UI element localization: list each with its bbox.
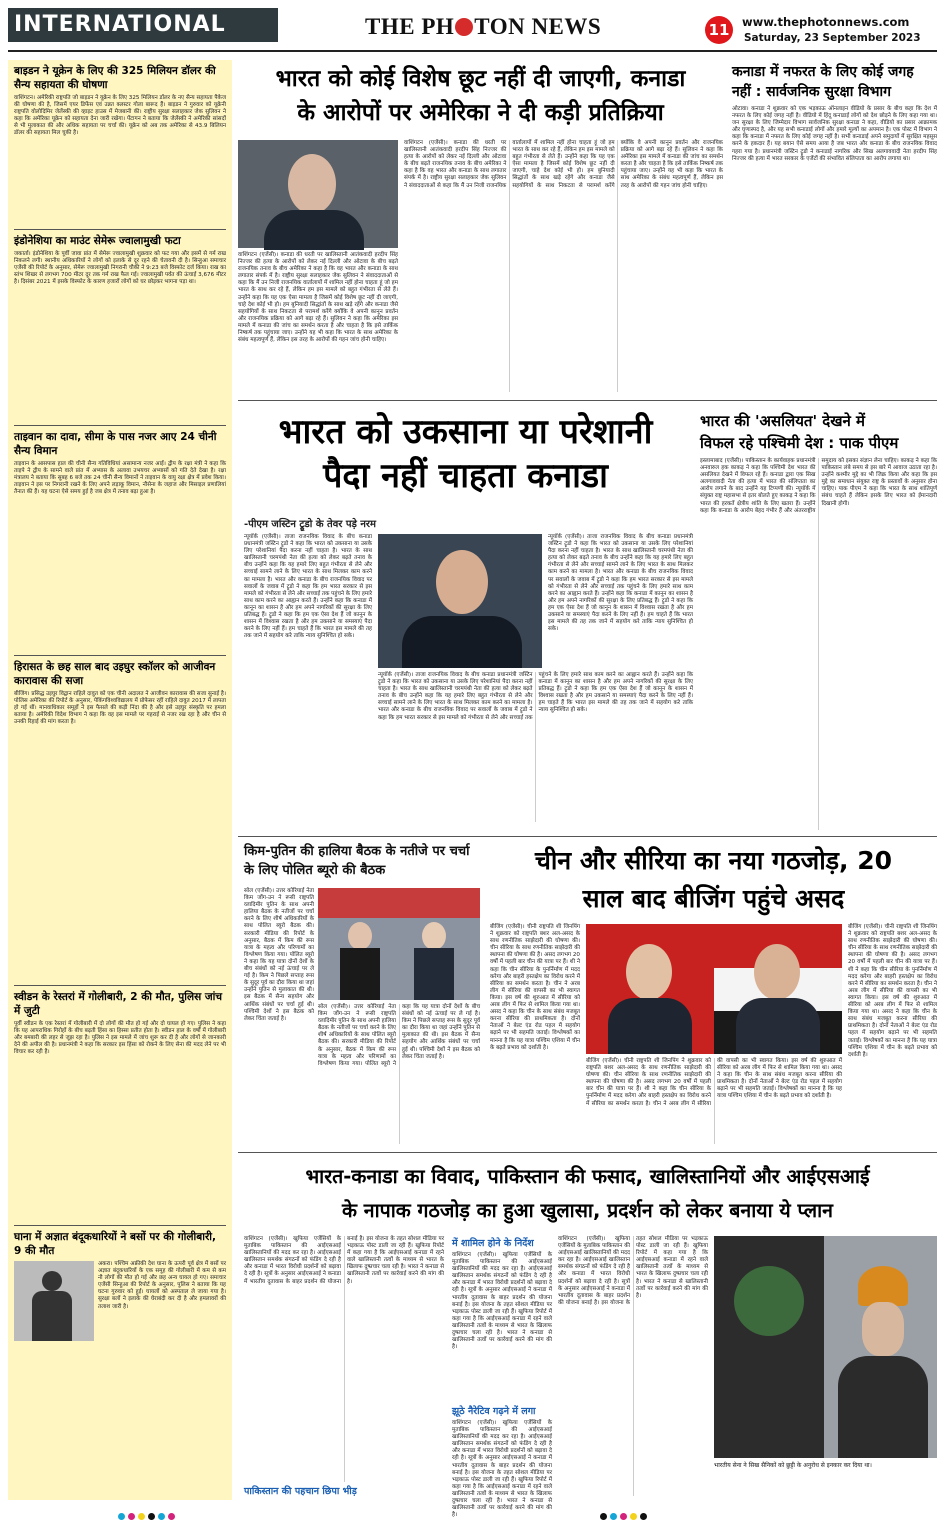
trudeau-body: न्यूयॉर्क (एजेंसी)। ताजा राजनयिक विवाद के बीच कनाडा प्रधानमंत्री जस्टिन ट्रूडो ने कहा कि भारत को उकसाना या उसके लिए परेशानियां पैदा करना नहीं चाहता है। भारत के साथ खालिस्तानी चरमपंथी नेता की हत्या को लेकर बढ़ते तनाव के बीच उन्होंने कहा कि यह हमारे लिए बहुत गंभीरता से लेने और सच्चाई सामने लाने के लिए भारत के साथ मिलकर काम करने का मामला है। भारत और कनाडा के बीच राजनयिक विवाद पर सवालों के जवाब में ट्रूडो ने कहा कि हम भारत सरकार से इस मामले को गंभीरता से लेने और सच्चाई तक पहुंचने के लिए हमारे साथ काम करने का आह्वान करते हैं। उन्होंने कहा कि कनाडा में कानून का शासन है और हम अपने नागरिकों की सुरक्षा के लिए प्रतिबद्ध हैं। ट्रूडो ने कहा कि हम एक ऐसा देश हैं जो कानून के शासन में विश्वास रखता है और हम उकसाने या समस्याएं पैदा करने के लिए नहीं हैं। हम चाहते हैं कि भारत इस मामले की तह तक जाने में सहयोग करे ताकि न्याय सुनिश्चित हो सके।: [244, 534, 372, 640]
website[interactable]: www.thephotonnews.com: [742, 15, 910, 29]
divider: [14, 1225, 226, 1226]
brief-1-headline: बाइडन ने यूक्रेन के लिए की 325 मिलियन डॉलर की सैन्य सहायता की घोषणा: [14, 65, 216, 91]
yellow-dot: [630, 1513, 637, 1520]
trudeau-body-cont2: न्यूयॉर्क (एजेंसी)। ताजा राजनयिक विवाद के बीच कनाडा प्रधानमंत्री जस्टिन ट्रूडो ने कहा कि भारत को उकसाना या उसके लिए परेशानियां पैदा करना नहीं चाहता है। भारत के साथ खालिस्तानी चरमपंथी नेता की हत्या को लेकर बढ़ते तनाव के बीच उन्होंने कहा कि यह हमारे लिए बहुत गंभीरता से लेने और सच्चाई सामने लाने के लिए भारत के साथ मिलकर काम करने का मामला है। भारत और कनाडा के बीच राजनयिक विवाद पर सवालों के जवाब में ट्रूडो ने कहा कि हम भारत सरकार से इस मामले को गंभीरता से लेने और सच्चाई तक पहुंचने के लिए हमारे साथ काम करने का आह्वान करते हैं। उन्होंने कहा कि कनाडा में कानून का शासन है और हम अपने नागरिकों की सुरक्षा के लिए प्रतिबद्ध हैं। ट्रूडो ने कहा कि हम एक ऐसा देश हैं जो कानून के शासन में विश्वास रखता है और हम उकसाने या समस्याएं पैदा करने के लिए नहीं हैं। हम चाहते हैं कि भारत इस मामले की तह तक जाने में सहयोग करे ताकि न्याय सुनिश्चित हो सके।: [548, 534, 693, 633]
canada-hate-body: ओटावा। कनाडा ने शुक्रवार को एक भड़काऊ ऑनलाइन वीडियो के प्रसार के बीच कहा कि देश में नफरत के लिए कोई जगह नहीं है। वीडियो में हिंदू कनाडाई लोगों को देश छोड़ने के लिए कहा गया था। जन सुरक्षा के लिए जिम्मेदार विभाग सार्वजनिक सुरक्षा कनाडा ने कहा, वीडियो का प्रसार आक्रामक और घृणास्पद है, और यह सभी कनाडाई लोगों और हमारे मूल्यों का अपमान है। एक पोस्ट में विभाग ने कहा कि कनाडा में नफरत के लिए कोई जगह नहीं है। सभी कनाडाई अपने समुदायों में सुरक्षित महसूस करने के हकदार हैं। यह बयान ऐसे समय आया है जब भारत और कनाडा के बीच राजनयिक विवाद गहरा गया है। प्रधानमंत्री जस्टिन ट्रूडो ने कनाडाई नागरिक और सिख अलगाववादी नेता हरदीप सिंह निज्जर की हत्या में भारत सरकार के एजेंटों की संभावित संलिप्तता का आरोप लगाया था।: [732, 106, 937, 162]
lead-headline: [238, 62, 723, 130]
lead-headline-line1: भारत को कोई विशेष छूट नहीं दी जाएगी, कनाडा: [275, 66, 686, 92]
brief-3-headline: ताइवान का दावा, सीमा के पास नजर आए 24 चीनी सैन्य विमान: [14, 431, 217, 457]
bottom-headline-line2: के नापाक गठजोड़ का हुआ खुलासा, प्रदर्शन को लेकर बनाया ये प्लान: [342, 1199, 833, 1222]
divider: [14, 985, 226, 986]
brief-4-headline: हिरासत के छह साल बाद उइघुर स्कॉलर को आजीवन कारावास की सजा: [14, 661, 216, 687]
magenta-dot: [168, 1513, 175, 1520]
black-dot: [600, 1513, 607, 1520]
sullivan-photo: [238, 140, 398, 248]
china-syria-body-cont2: बीजिंग (एजेंसी)। चीनी राष्ट्रपति शी जिनपिंग ने शुक्रवार को राष्ट्रपति बशर अल-असद के साथ रणनीतिक साझेदारी की घोषणा की। चीन सीरिया के साथ रणनीतिक साझेदारी की स्थापना की घोषणा की है। असद लगभग 20 वर्षों में पहली बार चीन की यात्रा पर हैं। शी ने कहा कि चीन सीरिया के पुनर्निर्माण में मदद करेगा और बाहरी हस्तक्षेप का विरोध करने में सीरिया का समर्थन करता है। चीन ने अरब लीग में सीरिया की वापसी का भी स्वागत किया। इस वर्ष की शुरुआत में सीरिया को अरब लीग में फिर से शामिल किया गया था। असद ने कहा कि चीन के साथ संबंध मजबूत करना सीरिया की प्राथमिकता है। दोनों नेताओं ने बेल्ट एंड रोड पहल में सहयोग बढ़ाने पर भी सहमति जताई। विश्लेषकों का मानना है कि यह यात्रा पश्चिम एशिया में चीन के बढ़ते प्रभाव को दर्शाती है।: [848, 924, 937, 1058]
canada-hate-story: [732, 62, 937, 392]
xi-assad-photo: [586, 924, 842, 1054]
bottom-body-cont2: वाशिंगटन (एजेंसी)। खुफिया एजेंसियों के मुताबिक पाकिस्तान की आईएसआई खालिस्तानियों की मदद कर रहा है। आईएसआई खालिस्तान समर्थक संगठनों को फंडिंग दे रही है और कनाडा में भारत विरोधी प्रदर्शनों को बढ़ावा दे रही है। सूत्रों के अनुसार आईएसआई ने कनाडा में भारतीय दूतावास के बाहर प्रदर्शन की योजना बनाई है। इस योजना के तहत सोशल मीडिया पर भड़काऊ पोस्ट डाली जा रही हैं। खुफिया रिपोर्ट में कहा गया है कि आईएसआई कनाडा में रहने वाले खालिस्तानी तत्वों के माध्यम से भारत के खिलाफ दुष्प्रचार चला रही है। भारत ने कनाडा से खालिस्तानी तत्वों पर कार्रवाई करने की मांग की है।: [452, 1420, 552, 1519]
brief-6-body: अकरा। पश्चिम अफ्रीकी देश घाना के ऊपरी पूर्व क्षेत्र में बसों पर अज्ञात बंदूकधारियों के एक समूह की गोलीबारी में कम से कम नौ लोगों की मौत हो गई और छह अन्य घायल हो गए। समाचार एजेंसी सिन्हुआ की रिपोर्ट के अनुसार, पुलिस ने बताया कि यह घटना गुरुवार को हुई। घायलों को अस्पताल ले जाया गया है। सुरक्षा बलों ने इलाके की घेराबंदी कर दी है और हमलावरों की तलाश जारी है।: [98, 1261, 226, 1310]
divider: [238, 1152, 937, 1153]
left-column: [8, 60, 232, 1500]
kim-putin-body: सोल (एजेंसी)। उत्तर कोरियाई नेता किम जोंग-उन ने रूसी राष्ट्रपति व्लादिमीर पुतिन के साथ अपनी हालिया बैठक के नतीजों पर चर्चा करने के लिए शीर्ष अधिकारियों के साथ पोलित ब्यूरो बैठक की। सरकारी मीडिया की रिपोर्ट के अनुसार, बैठक में किम की रूस यात्रा के महत्व और परिणामों का विश्लेषण किया गया। पोलित ब्यूरो ने कहा कि यह यात्रा दोनों देशों के बीच संबंधों को नई ऊंचाई पर ले गई है। किम ने पिछले सप्ताह रूस के सुदूर पूर्व का दौरा किया था जहां उन्होंने पुतिन से मुलाकात की थी। इस बैठक में सैन्य सहयोग और आर्थिक संबंधों पर चर्चा हुई थी। पश्चिमी देशों ने इस बैठक को लेकर चिंता जताई है।: [244, 888, 315, 1022]
brief-6-headline: घाना में अज्ञात बंदूकधारियों ने बसों पर की गोलीबारी, 9 की मौत: [14, 1231, 216, 1257]
pakistan-headline-line2: विफल रहे पश्चिमी देश : पाक पीएम: [700, 434, 899, 452]
divider: [238, 836, 937, 837]
trudeau-headline-line2: पैदा नहीं चाहता कनाडा: [323, 456, 608, 496]
trudeau-headline: [238, 410, 693, 498]
photo-caption: भारतीय सेना ने सिख सैनिकों को छुट्टी के अनुरोध से इनकार कर दिया था।: [714, 1462, 872, 1469]
cyan-dot: [158, 1513, 165, 1520]
bottom-subhead-1: में शामिल होने के निर्देश: [452, 1238, 534, 1249]
brief-2-body: जकार्ता। इंडोनेशिया के पूर्वी जावा प्रांत में सेमेरू ज्वालामुखी शुक्रवार को फट गया और इसमें से गर्म राख निकलने लगी। स्थानीय अधिकारियों ने लोगों को इलाके से दूर रहने की चेतावनी दी है। सिन्हुआ समाचार एजेंसी की रिपोर्ट के अनुसार, सेमेरू ज्वालामुखी निगरानी चौकी ने 9:23 बजे विस्फोट दर्ज किया। राख का स्तंभ शिखर से लगभग 700 मीटर दूर तक गर्म राख फैल गई। ज्वालामुखी पर्वत की ऊंचाई 3,676 मीटर है। दिसंबर 2021 में इसके विस्फोट के कारण हजारों लोगों को घर छोड़कर भागना पड़ा था।: [14, 251, 226, 286]
color-registration-marks: [118, 1505, 178, 1524]
bottom-body-cont3: वाशिंगटन (एजेंसी)। खुफिया एजेंसियों के मुताबिक पाकिस्तान की आईएसआई खालिस्तानियों की मदद कर रहा है। आईएसआई खालिस्तान समर्थक संगठनों को फंडिंग दे रही है और कनाडा में भारत विरोधी प्रदर्शनों को बढ़ावा दे रही है। सूत्रों के अनुसार आईएसआई ने कनाडा में भारतीय दूतावास के बाहर प्रदर्शन की योजना बनाई है। इस योजना के तहत सोशल मीडिया पर भड़काऊ पोस्ट डाली जा रही हैं। खुफिया रिपोर्ट में कहा गया है कि आईएसआई कनाडा में रहने वाले खालिस्तानी तत्वों के माध्यम से भारत के खिलाफ दुष्प्रचार चला रही है। भारत ने कनाडा से खालिस्तानी तत्वों पर कार्रवाई करने की मांग की है।: [558, 1236, 708, 1306]
trudeau-headline-line1: भारत को उकसाना या परेशानी: [278, 412, 653, 452]
brief-1-body: वाशिंगटन। अमेरिकी राष्ट्रपति जो बाइडन ने यूक्रेन के लिए 325 मिलियन डॉलर के नए सैन्य सहायता पैकेज की घोषणा की है, जिसमें एयर डिफेंस एवं उन्नत क्लस्टर गोला बारूद हैं। बाइडन ने गुरुवार को यूक्रेनी राष्ट्रपति वोलोदिमिर जेलेंस्की की व्हाइट हाउस में मेजबानी की। राष्ट्रीय सुरक्षा सलाहकार जेक सुलिवन ने कहा कि अमेरिका यूक्रेन को सहायता देना जारी रखेगा। पेंटागन ने बताया कि जेलेंस्की ने अमेरिकी सांसदों से भी मुलाकात की और अधिक सहायता पर चर्चा की। यूक्रेन को अब तक अमेरिका से 43.9 बिलियन डॉलर की सहायता मिल चुकी है।: [14, 95, 226, 137]
brief-5-body: पूर्वी स्वीडन के एक रेस्तरां में गोलीबारी में दो लोगों की मौत हो गई और दो घायल हो गए। पुलिस ने कहा कि यह आपराधिक गिरोहों के बीच बढ़ती हिंसा का हिस्सा प्रतीत होता है। स्वीडन हाल के वर्षों में गोलीबारी और बमबारी की लहर से जूझ रहा है। पुलिस ने इस मामले में जांच शुरू कर दी है और लोगों से जानकारी देने की अपील की है। प्रधानमंत्री ने कहा कि सरकार इस हिंसा को रोकने के लिए सेना की मदद लेने पर भी विचार कर रही है।: [14, 1021, 226, 1056]
divider: [14, 655, 226, 656]
paper-name-right: TON NEWS: [474, 14, 602, 39]
brief-4-body: बीजिंग। प्रसिद्ध उइघुर विद्वान राहिले दावुत को एक चीनी अदालत ने आजीवन कारावास की सजा सुनाई है। पोलिस अमेरिका की रिपोर्ट के अनुसार, पेकिंगविश्वविद्यालय में प्रोफेसर रहीं राहिले दावुत 2017 में लापता हो गई थीं। मानवाधिकार समूहों ने इस फैसले की कड़ी निंदा की है और इसे उइघुर संस्कृति पर हमला बताया है। अमेरिकी विदेश विभाग ने कहा कि वह इस मामले पर गहराई से नजर रख रहा है और चीन से उनकी रिहाई की मांग करता है।: [14, 691, 226, 726]
cyan-dot: [118, 1513, 125, 1520]
trudeau-photo: [378, 534, 542, 668]
brief-2-headline: इंडोनेशिया का माउंट सेमेरू ज्वालामुखी फटा: [14, 235, 181, 247]
section-label: INTERNATIONAL: [8, 8, 278, 42]
cyan-dot: [610, 1513, 617, 1520]
paper-name-left: THE PH: [365, 14, 455, 39]
issue-date: Saturday, 23 September 2023: [744, 32, 921, 44]
china-syria-headline: [490, 842, 937, 918]
black-dot: [640, 1513, 647, 1520]
kim-putin-headline: किम-पुतिन की हालिया बैठक के नतीजे पर चर्चा के लिए पोलित ब्यूरो की बैठक: [244, 844, 470, 878]
magenta-dot: [128, 1513, 135, 1520]
brief-3-body: ताइवान के आसपास हाल की चीनी सैन्य गतिविधियां असामान्य नजर आईं। द्वीप के रक्षा मंत्री ने कहा कि ताइपे ने द्वीप के सामने वाले प्रांत में अभ्यास के अलावा उभयचर अभ्यासों को गति देते देखा है। रक्षा मंत्रालय ने बताया कि सुबह 6 बजे तक 24 चीनी सैन्य विमानों ने ताइवान के वायु रक्षा क्षेत्र में प्रवेश किया। ताइवान ने इस पर निगरानी रखने के लिए अपने लड़ाकू विमान, नौसेना के जहाज और मिसाइल प्रणालियां तैनात की हैं। यह घटना ऐसे समय हुई है जब क्षेत्र में तनाव बढ़ा हुआ है।: [14, 461, 226, 496]
gunmen-photo: [14, 1261, 94, 1341]
bottom-subhead-3: पाकिस्तान की पहचान छिपा भीड़: [244, 1486, 357, 1497]
logo-o-icon: [455, 18, 473, 36]
divider: [14, 229, 226, 230]
color-registration-marks: [600, 1505, 650, 1524]
kim-putin-photo: [318, 888, 480, 1000]
pakistan-headline: [700, 410, 937, 454]
trudeau-body-cont: न्यूयॉर्क (एजेंसी)। ताजा राजनयिक विवाद के बीच कनाडा प्रधानमंत्री जस्टिन ट्रूडो ने कहा कि भारत को उकसाना या उसके लिए परेशानियां पैदा करना नहीं चाहता है। भारत के साथ खालिस्तानी चरमपंथी नेता की हत्या को लेकर बढ़ते तनाव के बीच उन्होंने कहा कि यह हमारे लिए बहुत गंभीरता से लेने और सच्चाई सामने लाने के लिए भारत के साथ मिलकर काम करने का मामला है। भारत और कनाडा के बीच राजनयिक विवाद पर सवालों के जवाब में ट्रूडो ने कहा कि हम भारत सरकार से इस मामले को गंभीरता से लेने और सच्चाई तक पहुंचने के लिए हमारे साथ काम करने का आह्वान करते हैं। उन्होंने कहा कि कनाडा में कानून का शासन है और हम अपने नागरिकों की सुरक्षा के लिए प्रतिबद्ध हैं। ट्रूडो ने कहा कि हम एक ऐसा देश हैं जो कानून के शासन में विश्वास रखता है और हम उकसाने या समस्याएं पैदा करने के लिए नहीं हैं। हम चाहते हैं कि भारत इस मामले की तह तक जाने में सहयोग करे ताकि न्याय सुनिश्चित हो सके।: [378, 672, 693, 721]
canada-hate-headline: कनाडा में नफरत के लिए कोई जगह नहीं : सार्वजनिक सुरक्षा विभाग: [732, 64, 914, 100]
black-dot: [148, 1513, 155, 1520]
isi-khalistan-photo: [714, 1236, 937, 1458]
page-number: 11: [705, 16, 733, 44]
divider: [238, 400, 937, 401]
divider: [14, 425, 226, 426]
trudeau-subhead: -पीएम जस्टिन ट्रूडो के तेवर पड़े नरम: [244, 519, 376, 530]
china-syria-headline-line1: चीन और सीरिया का नया गठजोड़, 20: [534, 846, 893, 875]
lead-body-cont: वाशिंगटन (एजेंसी)। कनाडा की धरती पर खालिस्तानी आतंकवादी हरदीप सिंह निज्जर की हत्या के आरोपों को लेकर नई दिल्ली और ओटावा के बीच बढ़ते राजनयिक तनाव के बीच अमेरिका ने कहा है कि वह भारत और कनाडा के साथ लगातार संपर्क में है। राष्ट्रीय सुरक्षा सलाहकार जेक सुलिवन ने संवाददाताओं से कहा कि मैं उन निजी राजनयिक वार्तालापों में शामिल नहीं होना चाहता हूं जो हम भारत के साथ कर रहे हैं, लेकिन हम इस मामले को बहुत गंभीरता से लेते हैं। उन्होंने कहा कि यह एक ऐसा मामला है जिसमें कोई विशेष छूट नहीं दी जाएगी, चाहे देश कोई भी हो। हम बुनियादी सिद्धांतों के साथ खड़े रहेंगे और कनाडा जैसे सहयोगियों के साथ निकटता से परामर्श करेंगे क्योंकि वे अपनी कानून प्रवर्तन और राजनयिक प्रक्रिया को आगे बढ़ा रहे हैं। सुलिवन ने कहा कि अमेरिका इस मामले में कनाडा की जांच का समर्थन करता है और चाहता है कि इसे तार्किक निष्कर्ष तक पहुंचाया जाए। उन्होंने यह भी कहा कि भारत के साथ अमेरिका के संबंध महत्वपूर्ण हैं, लेकिन इस तरह के आरोपों की गहन जांच होनी चाहिए।: [404, 140, 723, 189]
magenta-dot: [620, 1513, 627, 1520]
paper-name: [365, 14, 601, 40]
bottom-body: वाशिंगटन (एजेंसी)। खुफिया एजेंसियों के मुताबिक पाकिस्तान की आईएसआई खालिस्तानियों की मदद कर रहा है। आईएसआई खालिस्तान समर्थक संगठनों को फंडिंग दे रही है और कनाडा में भारत विरोधी प्रदर्शनों को बढ़ावा दे रही है। सूत्रों के अनुसार आईएसआई ने कनाडा में भारतीय दूतावास के बाहर प्रदर्शन की योजना बनाई है। इस योजना के तहत सोशल मीडिया पर भड़काऊ पोस्ट डाली जा रही हैं। खुफिया रिपोर्ट में कहा गया है कि आईएसआई कनाडा में रहने वाले खालिस्तानी तत्वों के माध्यम से भारत के खिलाफ दुष्प्रचार चला रही है। भारत ने कनाडा से खालिस्तानी तत्वों पर कार्रवाई करने की मांग की है।: [244, 1236, 444, 1285]
bottom-headline-line1: भारत-कनाडा का विवाद, पाकिस्तान की फसाद, खालिस्तानियों और आईएसआई: [305, 1165, 870, 1188]
masthead-rule: [8, 50, 937, 52]
kim-putin-body-cont: सोल (एजेंसी)। उत्तर कोरियाई नेता किम जोंग-उन ने रूसी राष्ट्रपति व्लादिमीर पुतिन के साथ अपनी हालिया बैठक के नतीजों पर चर्चा करने के लिए शीर्ष अधिकारियों के साथ पोलित ब्यूरो बैठक की। सरकारी मीडिया की रिपोर्ट के अनुसार, बैठक में किम की रूस यात्रा के महत्व और परिणामों का विश्लेषण किया गया। पोलित ब्यूरो ने कहा कि यह यात्रा दोनों देशों के बीच संबंधों को नई ऊंचाई पर ले गई है। किम ने पिछले सप्ताह रूस के सुदूर पूर्व का दौरा किया था जहां उन्होंने पुतिन से मुलाकात की थी। इस बैठक में सैन्य सहयोग और आर्थिक संबंधों पर चर्चा हुई थी। पश्चिमी देशों ने इस बैठक को लेकर चिंता जताई है।: [318, 1004, 480, 1067]
china-syria-body-cont: बीजिंग (एजेंसी)। चीनी राष्ट्रपति शी जिनपिंग ने शुक्रवार को राष्ट्रपति बशर अल-असद के साथ रणनीतिक साझेदारी की घोषणा की। चीन सीरिया के साथ रणनीतिक साझेदारी की स्थापना की घोषणा की है। असद लगभग 20 वर्षों में पहली बार चीन की यात्रा पर हैं। शी ने कहा कि चीन सीरिया के पुनर्निर्माण में मदद करेगा और बाहरी हस्तक्षेप का विरोध करने में सीरिया का समर्थन करता है। चीन ने अरब लीग में सीरिया की वापसी का भी स्वागत किया। इस वर्ष की शुरुआत में सीरिया को अरब लीग में फिर से शामिल किया गया था। असद ने कहा कि चीन के साथ संबंध मजबूत करना सीरिया की प्राथमिकता है। दोनों नेताओं ने बेल्ट एंड रोड पहल में सहयोग बढ़ाने पर भी सहमति जताई। विश्लेषकों का मानना है कि यह यात्रा पश्चिम एशिया में चीन के बढ़ते प्रभाव को दर्शाती है।: [586, 1058, 842, 1107]
yellow-dot: [138, 1513, 145, 1520]
pakistan-body: इस्लामाबाद (एजेंसी)। पाकिस्तान के कार्यवाहक प्रधानमंत्री अनवारुल हक काकड़ ने कहा कि पश्चिमी देश भारत की असलियत देखने में विफल रहे हैं। कनाडा द्वारा एक सिख अलगाववादी नेता की हत्या में भारत की संलिप्तता का आरोप लगाने के बाद उन्होंने यह टिप्पणी की। न्यूयॉर्क में संयुक्त राष्ट्र महासभा से इतर बोलते हुए काकड़ ने कहा कि भारत की हरकतें क्षेत्रीय शांति के लिए खतरा हैं। उन्होंने कहा कि कनाडा के आरोप बेहद गंभीर हैं और अंतरराष्ट्रीय समुदाय को इसका संज्ञान लेना चाहिए। काकड़ ने कहा कि पाकिस्तान लंबे समय से इस बारे में आवाज उठाता रहा है। उन्होंने कश्मीर मुद्दे का भी जिक्र किया और कहा कि इस मुद्दे का समाधान संयुक्त राष्ट्र के प्रस्तावों के अनुसार होना चाहिए। पाक पीएम ने कहा कि भारत के साथ शांतिपूर्ण संबंध चाहते हैं लेकिन इसके लिए भारत को ईमानदारी दिखानी होगी।: [700, 458, 937, 514]
lead-headline-line2: के आरोपों पर अमेरिका ने दी कड़ी प्रतिक्रिया: [297, 100, 664, 126]
china-syria-body: बीजिंग (एजेंसी)। चीनी राष्ट्रपति शी जिनपिंग ने शुक्रवार को राष्ट्रपति बशर अल-असद के साथ रणनीतिक साझेदारी की घोषणा की। चीन सीरिया के साथ रणनीतिक साझेदारी की स्थापना की घोषणा की है। असद लगभग 20 वर्षों में पहली बार चीन की यात्रा पर हैं। शी ने कहा कि चीन सीरिया के पुनर्निर्माण में मदद करेगा और बाहरी हस्तक्षेप का विरोध करने में सीरिया का समर्थन करता है। चीन ने अरब लीग में सीरिया की वापसी का भी स्वागत किया। इस वर्ष की शुरुआत में सीरिया को अरब लीग में फिर से शामिल किया गया था। असद ने कहा कि चीन के साथ संबंध मजबूत करना सीरिया की प्राथमिकता है। दोनों नेताओं ने बेल्ट एंड रोड पहल में सहयोग बढ़ाने पर भी सहमति जताई। विश्लेषकों का मानना है कि यह यात्रा पश्चिम एशिया में चीन के बढ़ते प्रभाव को दर्शाती है।: [490, 924, 580, 1051]
pakistan-headline-line1: भारत की 'असलियत' देखने में: [700, 412, 866, 430]
lead-body: वाशिंगटन (एजेंसी)। कनाडा की धरती पर खालिस्तानी आतंकवादी हरदीप सिंह निज्जर की हत्या के आरोपों को लेकर नई दिल्ली और ओटावा के बीच बढ़ते राजनयिक तनाव के बीच अमेरिका ने कहा है कि वह भारत और कनाडा के साथ लगातार संपर्क में है। राष्ट्रीय सुरक्षा सलाहकार जेक सुलिवन ने संवाददाताओं से कहा कि मैं उन निजी राजनयिक वार्तालापों में शामिल नहीं होना चाहता हूं जो हम भारत के साथ कर रहे हैं, लेकिन हम इस मामले को बहुत गंभीरता से लेते हैं। उन्होंने कहा कि यह एक ऐसा मामला है जिसमें कोई विशेष छूट नहीं दी जाएगी, चाहे देश कोई भी हो। हम बुनियादी सिद्धांतों के साथ खड़े रहेंगे और कनाडा जैसे सहयोगियों के साथ निकटता से परामर्श करेंगे क्योंकि वे अपनी कानून प्रवर्तन और राजनयिक प्रक्रिया को आगे बढ़ा रहे हैं। सुलिवन ने कहा कि अमेरिका इस मामले में कनाडा की जांच का समर्थन करता है और चाहता है कि इसे तार्किक निष्कर्ष तक पहुंचाया जाए। उन्होंने यह भी कहा कि भारत के साथ अमेरिका के संबंध महत्वपूर्ण हैं, लेकिन इस तरह के आरोपों की गहन जांच होनी चाहिए।: [238, 252, 398, 344]
bottom-headline: [238, 1160, 937, 1228]
bottom-subhead-2: झूठे नैरेटिव गढ़ने में लगा: [452, 1406, 536, 1417]
brief-5-headline: स्वीडन के रेस्तरां में गोलीबारी, 2 की मौत, पुलिस जांच में जुटी: [14, 991, 223, 1017]
bottom-body-cont: वाशिंगटन (एजेंसी)। खुफिया एजेंसियों के मुताबिक पाकिस्तान की आईएसआई खालिस्तानियों की मदद कर रहा है। आईएसआई खालिस्तान समर्थक संगठनों को फंडिंग दे रही है और कनाडा में भारत विरोधी प्रदर्शनों को बढ़ावा दे रही है। सूत्रों के अनुसार आईएसआई ने कनाडा में भारतीय दूतावास के बाहर प्रदर्शन की योजना बनाई है। इस योजना के तहत सोशल मीडिया पर भड़काऊ पोस्ट डाली जा रही हैं। खुफिया रिपोर्ट में कहा गया है कि आईएसआई कनाडा में रहने वाले खालिस्तानी तत्वों के माध्यम से भारत के खिलाफ दुष्प्रचार चला रही है। भारत ने कनाडा से खालिस्तानी तत्वों पर कार्रवाई करने की मांग की है।: [452, 1252, 552, 1351]
china-syria-headline-line2: साल बाद बीजिंग पहुंचे असद: [582, 884, 845, 913]
